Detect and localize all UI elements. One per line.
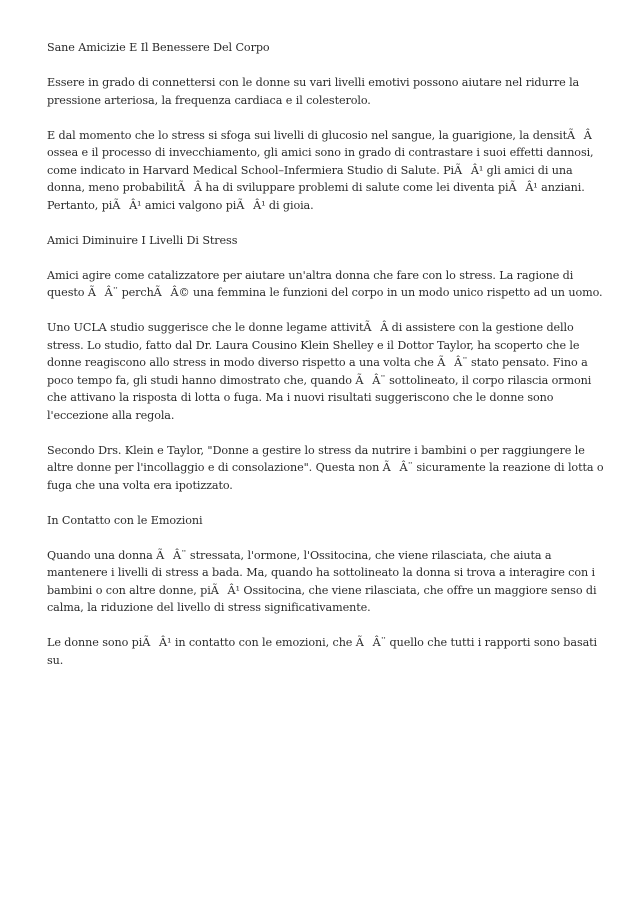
paragraph-catalyst: Amici agire come catalizzatore per aiutare un'altra donna che fare con lo stress. La ragione di questo ÃÂ¨ perchÃÂ© una femmina le funzioni del corpo in un modo unico rispetto ad un uomo. [47,268,603,299]
section-heading-stress: Amici Diminuire I Livelli Di Stress [47,233,238,247]
document-title: Sane Amicizie E Il Benessere Del Corpo [47,41,270,54]
paragraph-klein-taylor: Secondo Drs. Klein e Taylor, "Donne a gestire lo stress da nutrire i bambini o per raggiungere le altre donne per l'incollaggio e di consolazione". Questa non ÃÂ¨ sicuramente la reazione di lotta o fuga che una volta era ipotizzato. [47,443,604,492]
document-page [47,39,607,687]
paragraph-intro: Essere in grado di connettersi con le donne su vari livelli emotivi possono aiutare nel ridurre la pressione arteriosa, la frequenza cardiaca e il colesterolo. [47,76,580,107]
paragraph-glucose: E dal momento che lo stress si sfoga sui livelli di glucosio nel sangue, la guarigione, la densitÃÂ ossea e il processo di invecchiamento, gli amici sono in grado di contrastare i suoi effetti dannosi, come indicato in Harvard Medical School–Infermiera Studio di Salute. PiÃÂ¹ gli amici di una donna, meno probabilitÃÂ ha di sviluppare problemi di salute come lei diventa piÃÂ¹ anziani. Pertanto, piÃÂ¹ amici valgono piÃÂ¹ di gioia. [47,128,594,212]
paragraph-conclusion: Le donne sono piÃÂ¹ in contatto con le emozioni, che ÃÂ¨ quello che tutti i rapporti sono basati su. [47,636,598,667]
paragraph-ucla-study: Uno UCLA studio suggerisce che le donne legame attivitÃÂ di assistere con la gestione dello stress. Lo studio, fatto dal Dr. Laura Cousino Klein Shelley e il Dottor Taylor, ha scoperto che le donne reagiscono allo stress in modo diverso rispetto a una volta che ÃÂ¨ stato pensato. Fino a poco tempo fa, gli studi hanno dimostrato che, quando ÃÂ¨ sottolineato, il corpo rilascia ormoni che attivano la risposta di lotta o fuga. Ma i nuovi risultati suggeriscono che le donne sono l'eccezione alla regola. [47,321,592,422]
section-heading-emotions: In Contatto con le Emozioni [47,513,203,527]
paragraph-oxytocin: Quando una donna ÃÂ¨ stressata, l'ormone, l'Ossitocina, che viene rilasciata, che aiuta a mantenere i livelli di stress a bada. Ma, quando ha sottolineato la donna si trova a interagire con i bambini o con altre donne, piÃÂ¹ Ossitocina, che viene rilasciata, che offre un maggiore senso di calma, la riduzione del livello di stress significativamente. [47,548,597,614]
